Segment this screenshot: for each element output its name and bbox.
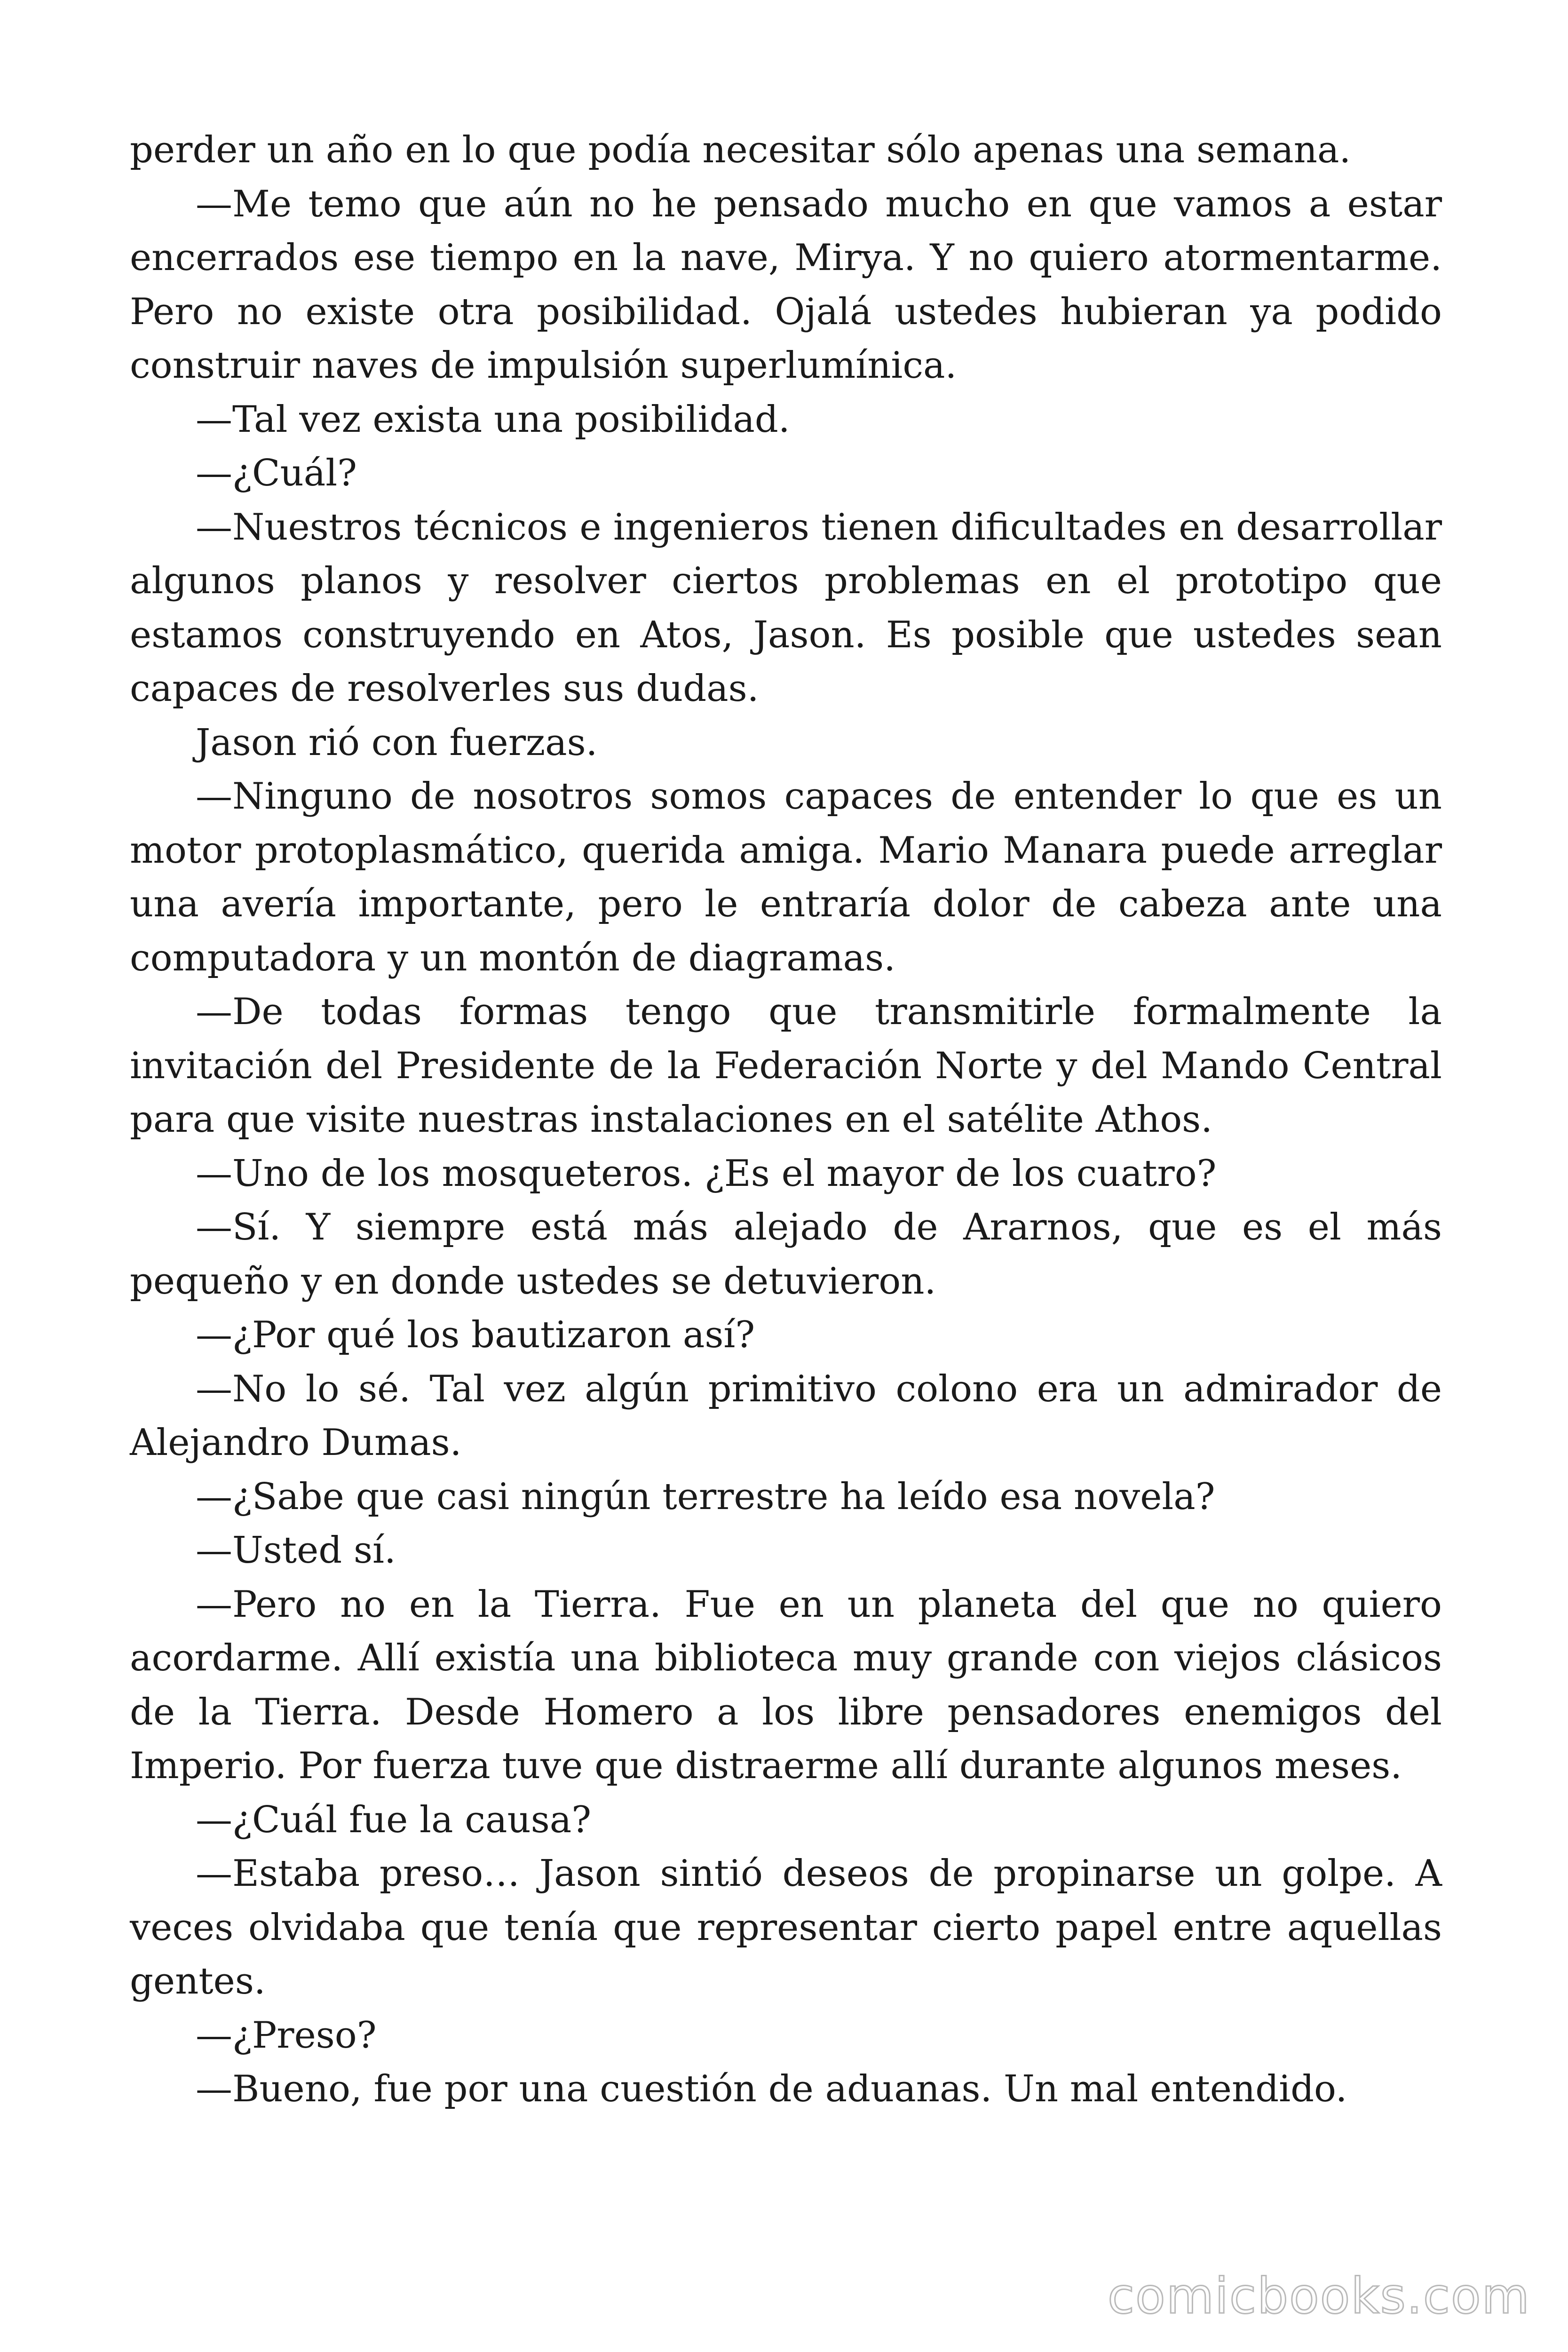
paragraph-3: —Tal vez exista una posibilidad.	[196, 398, 790, 441]
body-text	[130, 123, 1442, 2116]
paragraph-16: —¿Cuál fue la causa?	[196, 1798, 592, 1841]
paragraph-1: perder un año en lo que podía necesitar sólo apenas una semana.	[130, 129, 1351, 171]
paragraph-9: —Uno de los mosqueteros. ¿Es el mayor de los cuatro?	[196, 1152, 1217, 1195]
paragraph-8: —De todas formas tengo que transmitirle formalmente la invitación del Presidente de la Federación Norte y del Mando Central para que visite nuestras instalaciones en el satélite Athos.	[130, 991, 1442, 1141]
paragraph-11: —¿Por qué los bautizaron así?	[196, 1314, 755, 1356]
paragraph-15: —Pero no en la Tierra. Fue en un planeta del que no quiero acordarme. Allí existía una biblioteca muy grande con viejos clásicos de la Tierra. Desde Homero a los libre pensadores enemigos del Imperio. Por fuerza tuve que distraerme allí durante algunos meses.	[130, 1583, 1442, 1787]
paragraph-2: —Me temo que aún no he pensado mucho en que vamos a estar encerrados ese tiempo en la nave, Mirya. Y no quiero atormentarme. Pero no existe otra posibilidad. Ojalá ustedes hubieran ya podido construir naves de impulsión superlumínica.	[130, 183, 1442, 387]
paragraph-13: —¿Sabe que casi ningún terrestre ha leído esa novela?	[196, 1475, 1215, 1518]
paragraph-17: —Estaba preso… Jason sintió deseos de propinarse un golpe. A veces olvidaba que tenía que representar cierto papel entre aquellas gentes.	[130, 1852, 1442, 2002]
paragraph-10: —Sí. Y siempre está más alejado de Ararnos, que es el más pequeño y en donde ustedes se detuvieron.	[130, 1206, 1442, 1303]
paragraph-5: —Nuestros técnicos e ingenieros tienen dificultades en desarrollar algunos planos y resolver ciertos problemas en el prototipo que estamos construyendo en Atos, Jason. Es posible que ustedes sean capaces de resolverles sus dudas.	[130, 506, 1442, 710]
paragraph-6: Jason rió con fuerzas.	[196, 721, 598, 764]
paragraph-12: —No lo sé. Tal vez algún primitivo colono era un admirador de Alejandro Dumas.	[130, 1367, 1442, 1464]
paragraph-18: —¿Preso?	[196, 2014, 377, 2057]
paragraph-4: —¿Cuál?	[196, 452, 357, 494]
watermark-logo: comicbooks.com	[1107, 2267, 1530, 2325]
paragraph-7: —Ninguno de nosotros somos capaces de entender lo que es un motor protoplasmático, querida amiga. Mario Manara puede arreglar una avería importante, pero le entraría dolor de cabeza ante una computadora y un montón de diagramas.	[130, 775, 1442, 979]
paragraph-19: —Bueno, fue por una cuestión de aduanas. Un mal entendido.	[196, 2068, 1347, 2110]
paragraph-14: —Usted sí.	[196, 1529, 396, 1572]
